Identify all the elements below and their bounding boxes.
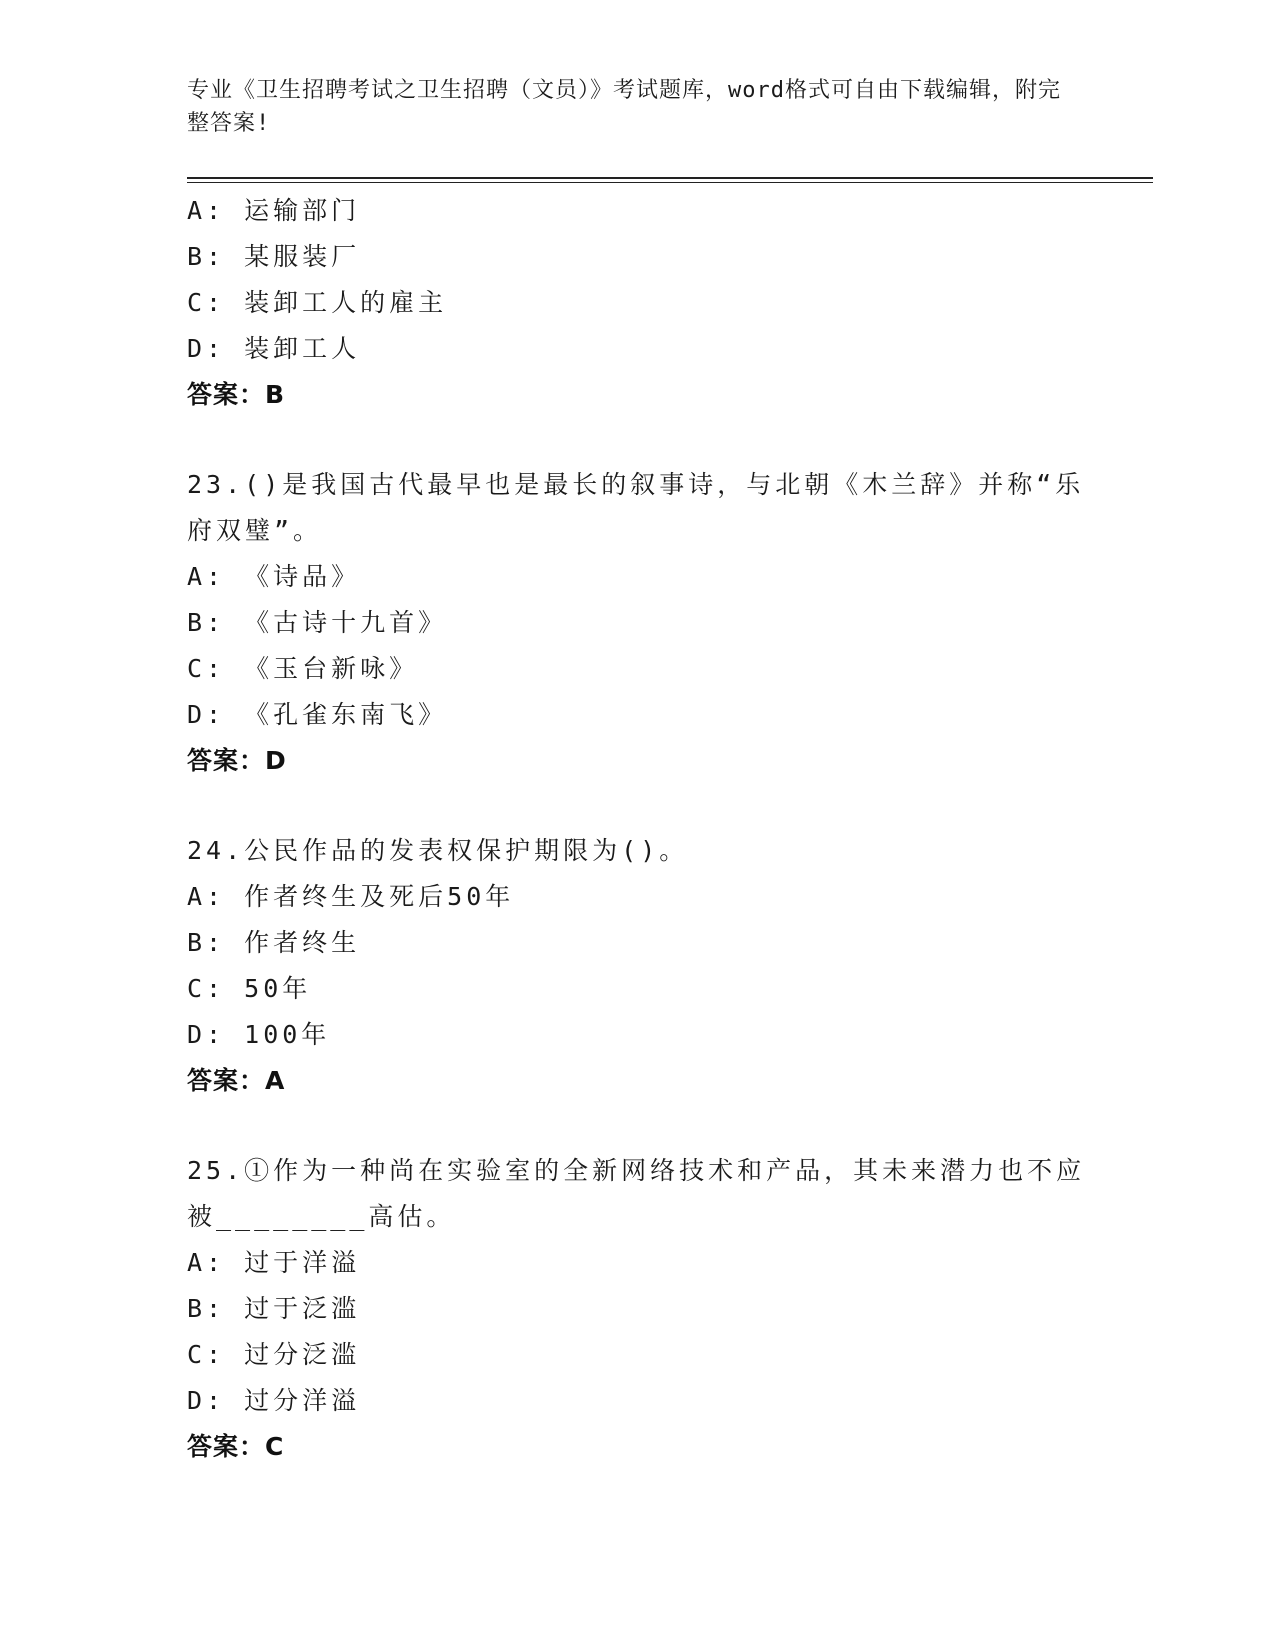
option-c: C: 过分泛滥: [187, 1340, 361, 1369]
question-block: [187, 828, 1087, 1104]
option-c: C: 50年: [187, 974, 312, 1003]
option-b: B: 作者终生: [187, 928, 361, 957]
option-a: A: 运输部门: [187, 196, 361, 225]
answer-line: 答案：D: [187, 746, 287, 775]
question-stem: 23.()是我国古代最早也是最长的叙事诗，与北朝《木兰辞》并称“乐府双璧”。: [187, 470, 1085, 545]
option-b: B: 某服装厂: [187, 242, 361, 271]
option-a: A: 过于洋溢: [187, 1248, 361, 1277]
option-d: D: 100年: [187, 1020, 331, 1049]
question-stem: 25.①作为一种尚在实验室的全新网络技术和产品，其未来潜力也不应被________高估。: [187, 1156, 1086, 1231]
option-d: D: 过分洋溢: [187, 1386, 361, 1415]
question-block: [187, 188, 1087, 418]
answer-line: 答案：B: [187, 380, 286, 409]
question-block: [187, 1148, 1087, 1470]
option-c: C: 《玉台新咏》: [187, 654, 419, 683]
question-list: [187, 188, 1087, 1470]
answer-line: 答案：C: [187, 1432, 285, 1461]
option-b: B: 《古诗十九首》: [187, 608, 448, 637]
header-rule-thick: [187, 177, 1153, 179]
option-a: A: 《诗品》: [187, 562, 361, 591]
answer-line: 答案：A: [187, 1066, 286, 1095]
option-d: D: 《孔雀东南飞》: [187, 700, 448, 729]
header-rule-thin: [187, 182, 1153, 183]
option-a: A: 作者终生及死后50年: [187, 882, 515, 911]
option-d: D: 装卸工人: [187, 334, 361, 363]
option-b: B: 过于泛滥: [187, 1294, 361, 1323]
question-stem: 24.公民作品的发表权保护期限为()。: [187, 836, 689, 865]
document-header: 专业《卫生招聘考试之卫生招聘（文员）》考试题库，word格式可自由下载编辑，附完整答案!: [187, 78, 1061, 136]
question-block: [187, 462, 1087, 784]
option-c: C: 装卸工人的雇主: [187, 288, 448, 317]
